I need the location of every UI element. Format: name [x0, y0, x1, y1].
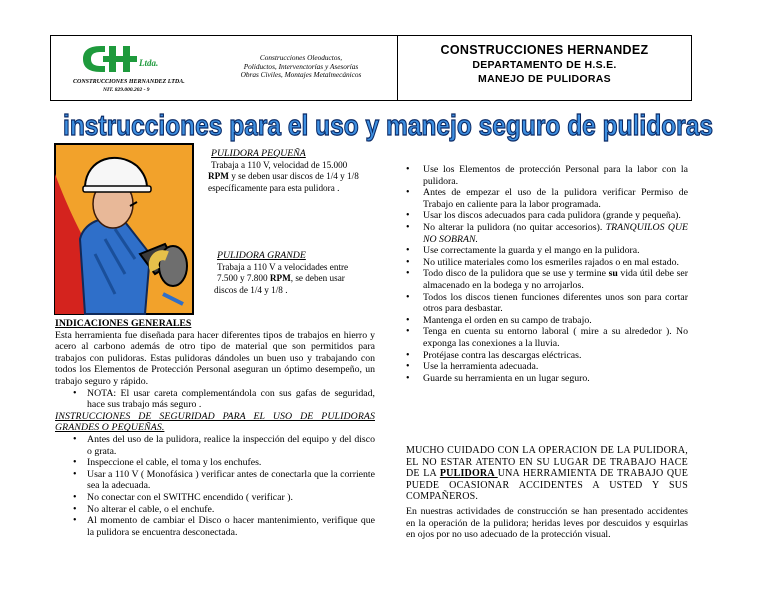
department-title: DEPARTAMENTO DE H.S.E. [472, 59, 617, 71]
note-item: • NOTA: El usar careta complementándola con sus gafas de seguridad, hace sus trabajo más seguro . [55, 388, 375, 411]
safety-item: • Use la herramienta adecuada. [406, 361, 688, 373]
safety-text: Todo disco de la pulidora que se use y termine [423, 268, 609, 280]
caution-text: UNA HERRAMIENTA DE TRABAJO QUE PUEDE OCASIONAR ACCIDENTES A USTED Y SUS COMPAÑEROS. [406, 468, 688, 502]
safety-item: • Use correctamente la guarda y el mango en la pulidora. [406, 245, 688, 257]
spec-text: y se deben usar discos de 1/4 y 1/8 [228, 171, 359, 181]
spec-line: específicamente para esta pulidora . [208, 182, 340, 193]
subject-title: MANEJO DE PULIDORAS [478, 73, 611, 85]
safety-bold: su [608, 268, 618, 280]
safety-text: vida útil debe ser almacenado en la bodega y no arrojarlos. [423, 268, 688, 291]
safety-item: • Mantenga el orden en su campo de trabajo. [406, 315, 688, 327]
instruction-item: • Inspeccione el cable, el toma y los enchufes. [55, 457, 375, 469]
safety-emphasis: TRANQUILOS QUE NO SOBRAN. [423, 221, 689, 245]
header-logo-section [51, 36, 398, 100]
instruction-item: • Usar a 110 V ( Monofásica ) verificar antes de conectarla que la corriente sea la adecuada. [55, 469, 375, 492]
small-grinder-text [208, 160, 398, 195]
caution-text: MUCHO CUIDADO CON LA OPERACION DE LA PULIDORA, EL NO ESTAR ATENTO EN SU LUGAR DE TRABAJO HACE DE LA [406, 445, 688, 479]
company-description [226, 54, 376, 80]
spec-rpm: RPM [208, 171, 229, 181]
spec-line: Trabaja a 110 V a velocidades entre [217, 261, 349, 272]
instructions-heading: INSTRUCCIONES DE SEGURIDAD PARA EL USO DE PULIDORAS GRANDES O PEQUEÑAS. [55, 410, 375, 434]
note-list [55, 388, 375, 411]
instruction-item: • Antes del uso de la pulidora, realice la inspección del equipo y del disco o grata. [55, 434, 375, 457]
worker-grinder-illustration [55, 144, 193, 314]
large-grinder-spec [214, 250, 394, 296]
spec-line [208, 171, 398, 183]
safety-list [406, 164, 688, 384]
logo-nit: NIT. 829.000.202 - 9 [103, 87, 150, 93]
caution-strong: PULIDORA [439, 468, 498, 479]
safety-item: • Tenga en cuenta su entorno laboral ( mire a su alrededor ). No exponga las conexiones a la lluvia. [406, 326, 688, 349]
header-title-section [398, 36, 691, 100]
safety-item: • Usar los discos adecuados para cada pulidora (grande y pequeña). [406, 210, 688, 222]
large-grinder-title: PULIDORA GRANDE [217, 250, 306, 261]
spec-text: 7.500 y 7.800 [217, 273, 270, 283]
general-indications [55, 318, 375, 538]
safety-rules [406, 164, 688, 384]
instruction-item: • Al momento de cambiar el Disco o hacer mantenimiento, verifique que la pulidora se encuentra desconectada. [55, 515, 375, 538]
safety-item: • Guarde su herramienta en un lugar seguro. [406, 373, 688, 385]
safety-item [406, 268, 688, 291]
spec-line [217, 273, 394, 285]
logo-company-name: CONSTRUCCIONES HERNANDEZ LTDA. [73, 79, 185, 85]
instruction-item: • No conectar con el SWITHC encendido ( verificar ). [55, 492, 375, 504]
safety-item: • Use los Elementos de protección Personal para la labor con la pulidora. [406, 164, 688, 187]
general-paragraph: Esta herramienta fue diseñada para hacer diferentes tipos de trabajos en hierro y acero al carbono además de otro tipo de material que son permitidos para trabajos con pulidoras. Estas pulidoras dándoles un buen uso y trabajando con todos los Elementos de Protección Personal aseguran un óptimo desempeño, un trabajo seguro y rápido. [55, 329, 375, 387]
company-title: CONSTRUCCIONES HERNANDEZ [440, 43, 649, 57]
caution-body: En nuestras actividades de construcción se han presentado accidentes en la operación de la pulidora; heridas leves por descuidos y esquirlas en ojos por no uso adecuado de la protección visual. [406, 506, 688, 541]
caution-warning [406, 445, 688, 503]
instructions-list [55, 434, 375, 538]
logo-ltda-text: Ltda. [139, 58, 159, 68]
spec-text: , se deben usar [290, 273, 345, 283]
banner-title [60, 109, 716, 143]
safety-item: • Antes de empezar el uso de la pulidora verificar Permiso de Trabajo en caliente para la labor programada. [406, 187, 688, 210]
safety-item [406, 222, 688, 245]
spec-line: Trabaja a 110 V, velocidad de 15.000 [211, 159, 348, 170]
safety-item: • Todos los discos tienen funciones diferentes unos son para cortar otros para desbastar. [406, 292, 688, 315]
large-grinder-text [214, 262, 394, 297]
description-line: Poliductos, Intervenctorías y Asesorías [243, 61, 359, 71]
document-header [50, 35, 692, 101]
description-line: Construcciones Oleoductos, [259, 53, 343, 62]
instruction-item: • No alterar el cable, o el enchufe. [55, 504, 375, 516]
general-heading: INDICACIONES GENERALES [55, 318, 192, 329]
description-line: Obras Civiles, Montajes Metalmecánicos [240, 70, 362, 79]
company-logo [81, 42, 171, 76]
spec-line: discos de 1/4 y 1/8 . [214, 284, 288, 295]
banner-title-text: instrucciones para el uso y manejo seguro de pulidoras [63, 110, 713, 142]
safety-item: • Protéjase contra las descargas eléctricas. [406, 350, 688, 362]
small-grinder-spec [208, 148, 398, 194]
safety-text: No alterar la pulidora (no quitar accesorios). [423, 221, 603, 233]
spec-rpm: RPM [269, 273, 291, 283]
small-grinder-title: PULIDORA PEQUEÑA [211, 148, 306, 159]
safety-item: • No utilice materiales como los esmeriles rajados o en mal estado. [406, 257, 688, 269]
